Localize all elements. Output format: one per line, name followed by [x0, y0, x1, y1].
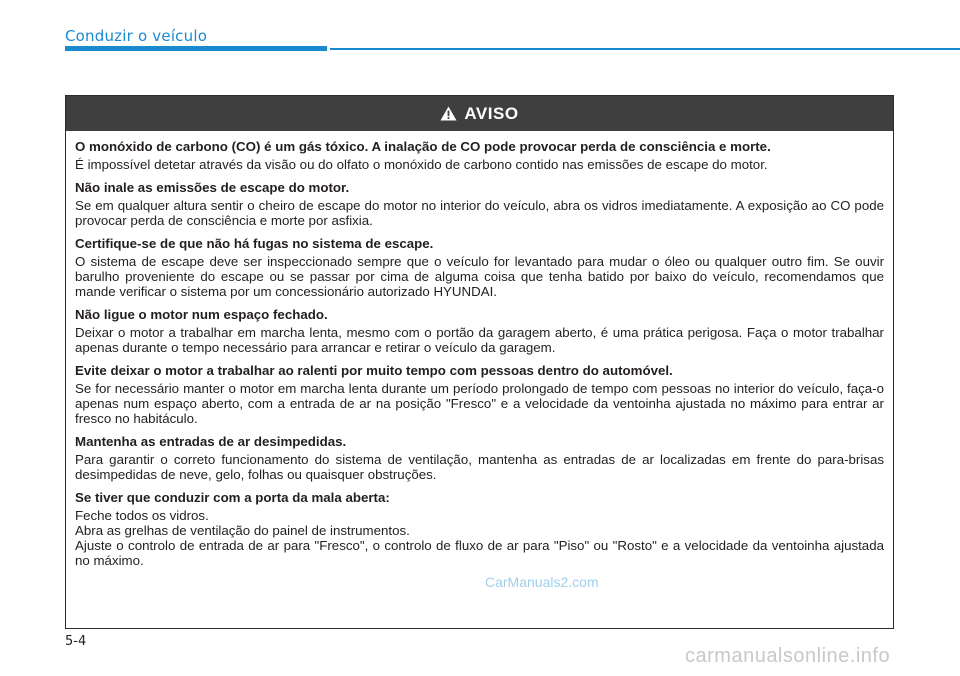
warning-title: AVISO [464, 103, 519, 123]
paragraph-text: O sistema de escape deve ser inspeccionado sempre que o veículo for levantado para mudar o óleo ou qualquer outro fim. Se ouvir barulho proveniente do escape ou se passar por cima de alguma coisa que tenha batido por baixo do veículo, recomendamos que mande verificar o sistema por um concessionário autorizado HYUNDAI. [75, 254, 884, 299]
warning-triangle-icon [440, 106, 457, 121]
paragraph-text: Ajuste o controlo de entrada de ar para "Fresco", o controlo de fluxo de ar para "Piso" ou "Rosto" e a velocidade da ventoinha ajustada no máximo. [75, 538, 884, 568]
warning-paragraph [75, 180, 884, 228]
warning-body [66, 131, 893, 568]
paragraph-heading: Se tiver que conduzir com a porta da mala aberta: [75, 490, 390, 505]
paragraph-text: Se em qualquer altura sentir o cheiro de escape do motor no interior do veículo, abra os vidros imediatamente. A exposição ao CO pode provocar perda de consciência e morte por asfixia. [75, 198, 884, 228]
page-number: 5-4 [65, 634, 87, 649]
paragraph-heading: Não ligue o motor num espaço fechado. [75, 307, 328, 322]
warning-paragraph [75, 434, 884, 482]
paragraph-heading: Evite deixar o motor a trabalhar ao ralenti por muito tempo com pessoas dentro do automóvel. [75, 363, 673, 378]
header-rule-thick [65, 46, 327, 51]
warning-box [65, 95, 894, 629]
paragraph-text: Se for necessário manter o motor em marcha lenta durante um período prolongado de tempo com pessoas no interior do veículo, faça-o apenas num espaço aberto, com a entrada de ar na posição "Fresco" e a velocidade da ventoinha ajustada no máximo para entrar ar fresco no habitáculo. [75, 381, 884, 426]
warning-paragraph [75, 363, 884, 426]
warning-paragraph [75, 236, 884, 299]
header-rule-thin [330, 48, 960, 50]
warning-paragraph [75, 490, 884, 568]
paragraph-heading: O monóxido de carbono (CO) é um gás tóxico. A inalação de CO pode provocar perda de consciência e morte. [75, 139, 771, 154]
watermark-site: carmanualsonline.info [685, 645, 891, 667]
warning-header [66, 96, 893, 131]
paragraph-text: Para garantir o correto funcionamento do sistema de ventilação, mantenha as entradas de ar localizadas em frente do para-brisas desimpedidas de neve, gelo, folhas ou quaisquer obstruções. [75, 452, 884, 482]
watermark-overlay: CarManuals2.com [485, 574, 599, 590]
paragraph-text: Abra as grelhas de ventilação do painel de instrumentos. [75, 523, 410, 538]
paragraph-text: Deixar o motor a trabalhar em marcha lenta, mesmo com o portão da garagem aberto, é uma prática perigosa. Faça o motor trabalhar apenas durante o tempo necessário para arrancar e retirar o veículo da garagem. [75, 325, 884, 355]
paragraph-heading: Mantenha as entradas de ar desimpedidas. [75, 434, 347, 449]
section-title: Conduzir o veículo [65, 27, 208, 45]
paragraph-text: Feche todos os vidros. [75, 508, 209, 523]
warning-paragraph [75, 139, 884, 172]
warning-paragraph [75, 307, 884, 355]
paragraph-text: É impossível detetar através da visão ou do olfato o monóxido de carbono contido nas emissões de escape do motor. [75, 157, 768, 172]
paragraph-heading: Certifique-se de que não há fugas no sistema de escape. [75, 236, 434, 251]
paragraph-heading: Não inale as emissões de escape do motor. [75, 180, 350, 195]
